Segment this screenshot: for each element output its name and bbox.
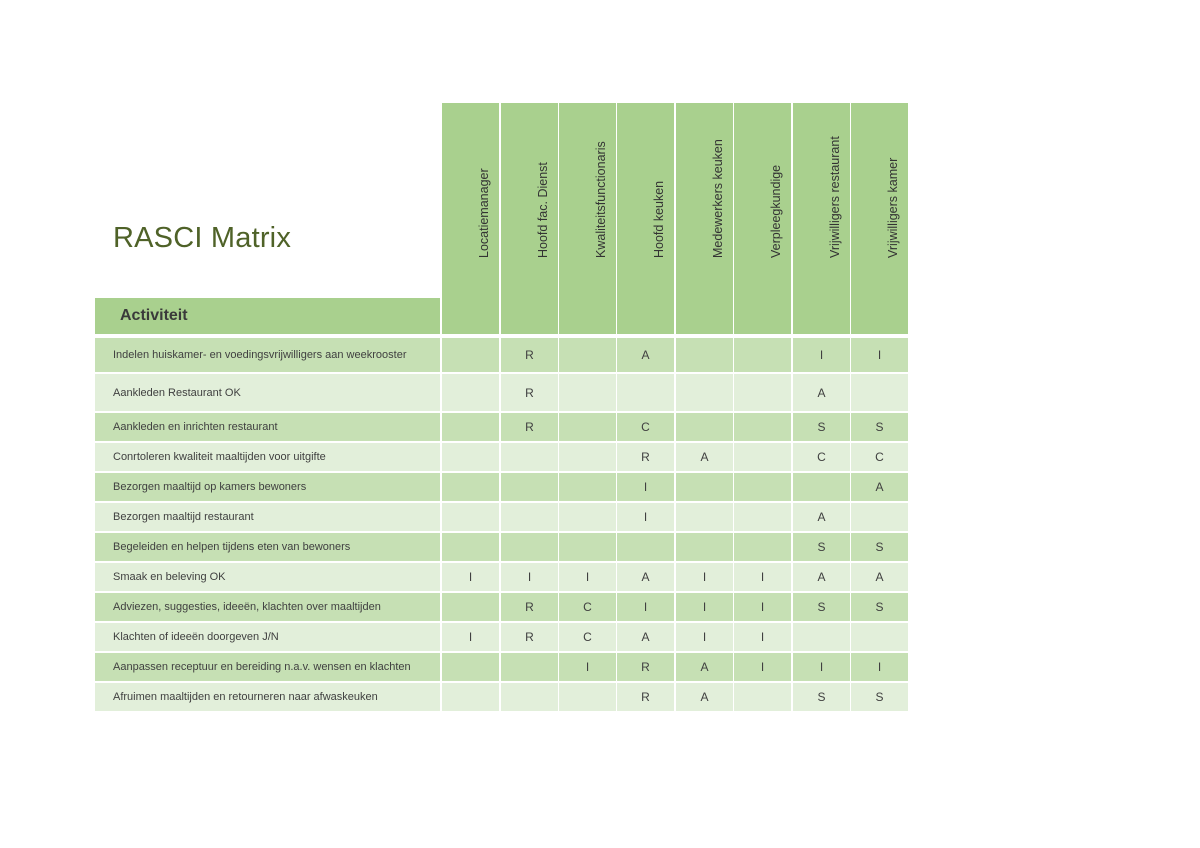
rasci-cell: A: [793, 563, 850, 591]
rasci-cell: I: [676, 623, 733, 651]
rasci-cell: [442, 473, 499, 501]
rasci-cell: [501, 683, 558, 711]
rasci-cell: [793, 473, 850, 501]
rasci-cell: A: [676, 653, 733, 681]
rasci-cell: [442, 338, 499, 372]
rasci-cell: [734, 374, 791, 411]
rasci-cell: A: [676, 683, 733, 711]
rasci-cell: [442, 413, 499, 441]
rasci-cell: R: [617, 443, 674, 471]
table-row: [95, 683, 908, 711]
rasci-cell: R: [501, 413, 558, 441]
table-row: [95, 503, 908, 531]
rasci-cell: [501, 503, 558, 531]
rasci-cell: I: [501, 563, 558, 591]
activity-label: Aanpassen receptuur en bereiding n.a.v. wensen en klachten: [95, 653, 440, 681]
rasci-cell: [734, 338, 791, 372]
rasci-cell: [676, 338, 733, 372]
rasci-cell: [734, 503, 791, 531]
rasci-cell: I: [442, 623, 499, 651]
rasci-cell: [617, 533, 674, 561]
rasci-cell: C: [559, 593, 616, 621]
role-header: [501, 103, 558, 334]
activity-column-header: [95, 298, 440, 334]
activity-label: Smaak en beleving OK: [95, 563, 440, 591]
role-header: [442, 103, 499, 334]
rasci-cell: R: [501, 374, 558, 411]
rasci-cell: [559, 443, 616, 471]
rasci-cell: [676, 503, 733, 531]
rasci-cell: [559, 533, 616, 561]
rasci-cell: [851, 374, 908, 411]
rasci-cell: [442, 533, 499, 561]
rasci-cell: S: [851, 683, 908, 711]
rasci-cell: I: [851, 338, 908, 372]
rasci-cell: I: [734, 593, 791, 621]
rasci-cell: [559, 473, 616, 501]
table-row: [95, 623, 908, 651]
rasci-cell: [559, 374, 616, 411]
rasci-cell: A: [851, 473, 908, 501]
activity-label: Aankleden Restaurant OK: [95, 374, 440, 411]
rasci-cell: [734, 533, 791, 561]
activity-label: Bezorgen maaltijd restaurant: [95, 503, 440, 531]
rasci-cell: I: [676, 593, 733, 621]
rasci-cell: I: [851, 653, 908, 681]
rasci-cell: [559, 413, 616, 441]
rasci-cell: [734, 683, 791, 711]
rasci-cell: [442, 683, 499, 711]
rasci-cell: [676, 533, 733, 561]
rasci-cell: [501, 473, 558, 501]
role-header-label: Verpleegkundige: [768, 164, 783, 258]
rasci-cell: S: [793, 593, 850, 621]
rasci-cell: [851, 503, 908, 531]
rasci-cell: [734, 443, 791, 471]
rasci-cell: I: [442, 563, 499, 591]
rasci-cell: R: [501, 593, 558, 621]
activity-header-label: Activiteit: [120, 307, 188, 324]
table-row: [95, 563, 908, 591]
rasci-cell: S: [851, 533, 908, 561]
rasci-cell: R: [617, 683, 674, 711]
activity-label: Bezorgen maaltijd op kamers bewoners: [95, 473, 440, 501]
table-row: [95, 593, 908, 621]
table-row: [95, 413, 908, 441]
activity-label: Afruimen maaltijden en retourneren naar afwaskeuken: [95, 683, 440, 711]
page-title: RASCI Matrix: [113, 222, 292, 254]
table-row: [95, 653, 908, 681]
rasci-cell: I: [559, 653, 616, 681]
rasci-cell: [559, 503, 616, 531]
role-header: [559, 103, 616, 334]
table-row: [95, 443, 908, 471]
rasci-cell: [676, 413, 733, 441]
rasci-cell: [851, 623, 908, 651]
rasci-cell: [676, 374, 733, 411]
rasci-cell: [501, 653, 558, 681]
table-row: [95, 374, 908, 411]
role-header: [793, 103, 850, 334]
rasci-cell: A: [851, 563, 908, 591]
rasci-cell: S: [793, 413, 850, 441]
role-header-label: Medewerkers keuken: [710, 139, 725, 258]
rasci-cell: S: [793, 683, 850, 711]
table-row: [95, 533, 908, 561]
activity-label: Conrtoleren kwaliteit maaltijden voor uitgifte: [95, 443, 440, 471]
role-header-label: Hoofd fac. Dienst: [535, 162, 550, 258]
rasci-cell: A: [617, 563, 674, 591]
rasci-cell: [734, 413, 791, 441]
rasci-cell: C: [617, 413, 674, 441]
rasci-cell: [501, 533, 558, 561]
rasci-cell: [676, 473, 733, 501]
rasci-cell: A: [676, 443, 733, 471]
activity-label: Adviezen, suggesties, ideeën, klachten over maaltijden: [95, 593, 440, 621]
activity-label: Begeleiden en helpen tijdens eten van bewoners: [95, 533, 440, 561]
rasci-cell: A: [793, 374, 850, 411]
role-header-label: Locatiemanager: [476, 168, 491, 258]
rasci-cell: I: [734, 563, 791, 591]
rasci-cell: [442, 593, 499, 621]
rasci-cell: A: [793, 503, 850, 531]
rasci-cell: [617, 374, 674, 411]
rasci-cell: C: [851, 443, 908, 471]
rasci-cell: [793, 623, 850, 651]
rasci-cell: S: [793, 533, 850, 561]
rasci-cell: I: [734, 653, 791, 681]
table-row: [95, 473, 908, 501]
rasci-cell: [442, 503, 499, 531]
activity-label: Klachten of ideeën doorgeven J/N: [95, 623, 440, 651]
rasci-cell: I: [734, 623, 791, 651]
rasci-cell: S: [851, 413, 908, 441]
role-header: [617, 103, 674, 334]
role-header: [734, 103, 791, 334]
rasci-cell: R: [501, 338, 558, 372]
rasci-cell: A: [617, 623, 674, 651]
activity-label: Indelen huiskamer- en voedingsvrijwilligers aan weekrooster: [95, 338, 440, 372]
rasci-cell: [442, 374, 499, 411]
role-header-label: Vrijwilligers restaurant: [827, 136, 842, 258]
rasci-cell: C: [793, 443, 850, 471]
rasci-cell: [501, 443, 558, 471]
rasci-cell: [559, 683, 616, 711]
rasci-cell: S: [851, 593, 908, 621]
rasci-cell: I: [559, 563, 616, 591]
rasci-cell: I: [676, 563, 733, 591]
rasci-cell: I: [793, 653, 850, 681]
rasci-cell: A: [617, 338, 674, 372]
rasci-cell: C: [559, 623, 616, 651]
role-header-label: Hoofd keuken: [651, 180, 666, 258]
rasci-cell: I: [617, 473, 674, 501]
rasci-cell: [559, 338, 616, 372]
rasci-cell: R: [501, 623, 558, 651]
role-header: [676, 103, 733, 334]
rasci-cell: I: [793, 338, 850, 372]
rasci-cell: I: [617, 503, 674, 531]
role-header-label: Vrijwilligers kamer: [885, 157, 900, 258]
role-header-label: Kwaliteitsfunctionaris: [593, 141, 608, 258]
table-row: [95, 338, 908, 372]
rasci-cell: I: [617, 593, 674, 621]
activity-label: Aankleden en inrichten restaurant: [95, 413, 440, 441]
rasci-cell: [734, 473, 791, 501]
rasci-cell: [442, 653, 499, 681]
role-header: [851, 103, 908, 334]
rasci-cell: R: [617, 653, 674, 681]
rasci-cell: [442, 443, 499, 471]
